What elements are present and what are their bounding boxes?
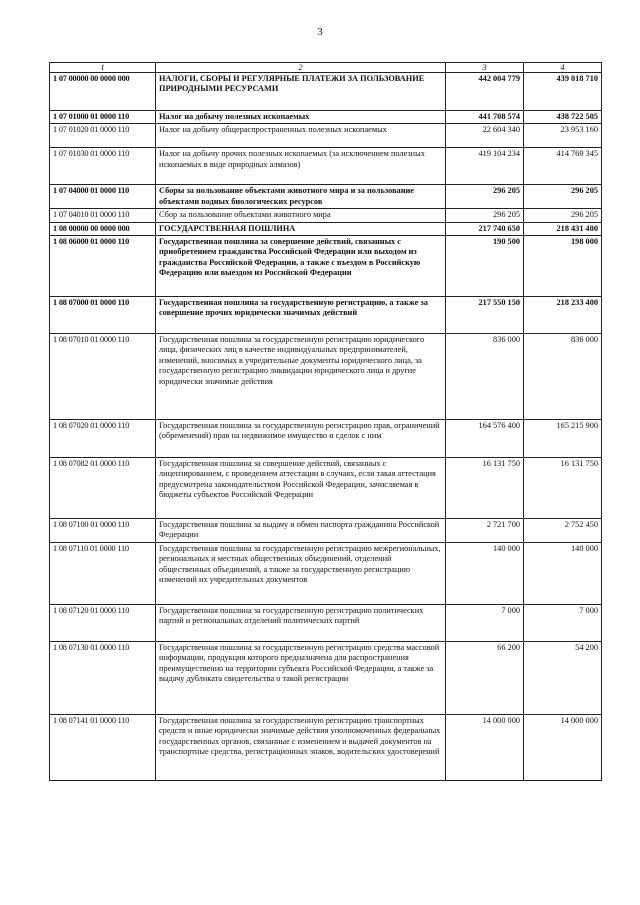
row-value-year-2: 198 000: [524, 236, 602, 297]
column-header-name: 2: [156, 63, 446, 73]
row-name: Государственная пошлина за государственную регистрацию прав, ограничений (обременений) прав на недвижимое имущество и сделок с ним: [156, 420, 446, 458]
row-code: 1 07 04000 01 0000 110: [50, 185, 156, 209]
table-row: [50, 297, 602, 334]
row-name: Сборы за пользование объектами животного мира и за пользование объектами водных биологических ресурсов: [156, 185, 446, 209]
row-code: 1 08 07141 01 0000 110: [50, 715, 156, 781]
row-value-year-1: 164 576 400: [446, 420, 524, 458]
row-value-year-2: 165 215 900: [524, 420, 602, 458]
row-value-year-2: 218 233 400: [524, 297, 602, 334]
row-value-year-1: 836 000: [446, 334, 524, 420]
row-name: Государственная пошлина за выдачу и обмен паспорта гражданина Российской Федерации: [156, 519, 446, 543]
table-row: [50, 605, 602, 642]
table-row: [50, 715, 602, 781]
row-name: ГОСУДАРСТВЕННАЯ ПОШЛИНА: [156, 222, 446, 235]
row-value-year-1: 66 200: [446, 642, 524, 715]
row-name: Налог на добычу общераспространенных полезных ископаемых: [156, 124, 446, 148]
row-code: 1 08 07082 01 0000 110: [50, 458, 156, 519]
row-code: 1 07 01020 01 0000 110: [50, 124, 156, 148]
row-value-year-2: 296 205: [524, 209, 602, 222]
row-value-year-1: 217 550 150: [446, 297, 524, 334]
row-name: Налог на добычу полезных ископаемых: [156, 111, 446, 124]
row-value-year-1: 442 004 779: [446, 73, 524, 111]
row-code: 1 07 01000 01 0000 110: [50, 111, 156, 124]
row-code: 1 07 01030 01 0000 110: [50, 148, 156, 185]
row-value-year-2: 296 205: [524, 185, 602, 209]
row-name: Государственная пошлина за государственную регистрацию, а также за совершение прочих юридически значимых действий: [156, 297, 446, 334]
row-code: 1 08 06000 01 0000 110: [50, 236, 156, 297]
row-code: 1 08 00000 00 0000 000: [50, 222, 156, 235]
table-row: [50, 148, 602, 185]
row-name: Государственная пошлина за государственную регистрацию транспортных средств и иные юридически значимые действия уполномоченных федеральных государственных органов, связанные с изменением и выдачей документов на транспортные средства, регистрационных знаков, водительских удостоверений: [156, 715, 446, 781]
row-name: Государственная пошлина за государственную регистрацию средства массовой информации, продукция которого предназначена для распространения преимущественно на территории субъекта Российской Федерации, а также за выдачу дубликата свидетельства о такой регистрации: [156, 642, 446, 715]
column-header-year-1: 3: [446, 63, 524, 73]
row-value-year-1: 2 721 700: [446, 519, 524, 543]
column-header-year-2: 4: [524, 63, 602, 73]
row-code: 1 07 04010 01 0000 110: [50, 209, 156, 222]
table-row: [50, 185, 602, 209]
row-value-year-1: 14 000 000: [446, 715, 524, 781]
row-name: Государственная пошлина за государственную регистрацию межрегиональных, региональных и местных общественных объединений, отделений общественных объединений, а также за государственную регистрацию изменений их учредительных документов: [156, 543, 446, 605]
row-value-year-1: 296 205: [446, 209, 524, 222]
row-code: 1 08 07020 01 0000 110: [50, 420, 156, 458]
row-value-year-2: 218 431 400: [524, 222, 602, 235]
table-row: [50, 236, 602, 297]
column-header-code: 1: [50, 63, 156, 73]
table-row: [50, 334, 602, 420]
table-row: [50, 519, 602, 543]
row-name: НАЛОГИ, СБОРЫ И РЕГУЛЯРНЫЕ ПЛАТЕЖИ ЗА ПОЛЬЗОВАНИЕ ПРИРОДНЫМИ РЕСУРСАМИ: [156, 73, 446, 111]
table-body: [50, 73, 602, 781]
table-row: [50, 73, 602, 111]
table-row: [50, 209, 602, 222]
row-code: 1 08 07130 01 0000 110: [50, 642, 156, 715]
table-row: [50, 458, 602, 519]
row-value-year-2: 414 769 345: [524, 148, 602, 185]
row-value-year-2: 2 752 450: [524, 519, 602, 543]
budget-table: [49, 62, 602, 781]
row-code: 1 08 07100 01 0000 110: [50, 519, 156, 543]
row-name: Государственная пошлина за государственную регистрацию юридического лица, физических лиц в качестве индивидуальных предпринимателей, изменений, вносимых в учредительные документы юридического лица, за государственную регистрацию ликвидации юридического лица и другие юридически значимые действия: [156, 334, 446, 420]
row-name: Государственная пошлина за государственную регистрацию политических партий и региональных отделений политических партий: [156, 605, 446, 642]
row-code: 1 08 07010 01 0000 110: [50, 334, 156, 420]
row-code: 1 07 00000 00 0000 000: [50, 73, 156, 111]
row-value-year-2: 140 000: [524, 543, 602, 605]
row-value-year-2: 836 000: [524, 334, 602, 420]
page-number: 3: [317, 26, 323, 38]
row-value-year-1: 296 205: [446, 185, 524, 209]
row-name: Государственная пошлина за совершение действий, связанных с лицензированием, с проведением аттестации в случаях, если такая аттестация предусмотрена законодательством Российской Федерации, зачисляемая в бюджеты субъектов Российской Федерации: [156, 458, 446, 519]
row-value-year-1: 22 604 340: [446, 124, 524, 148]
row-value-year-2: 54 200: [524, 642, 602, 715]
row-code: 1 08 07000 01 0000 110: [50, 297, 156, 334]
table-row: [50, 124, 602, 148]
row-name: Налог на добычу прочих полезных ископаемых (за исключением полезных ископаемых в виде природных алмазов): [156, 148, 446, 185]
row-value-year-1: 217 740 650: [446, 222, 524, 235]
row-value-year-1: 441 708 574: [446, 111, 524, 124]
row-code: 1 08 07120 01 0000 110: [50, 605, 156, 642]
table-row: [50, 111, 602, 124]
row-value-year-2: 438 722 505: [524, 111, 602, 124]
row-value-year-1: 16 131 750: [446, 458, 524, 519]
row-value-year-2: 23 953 160: [524, 124, 602, 148]
table-row: [50, 420, 602, 458]
row-code: 1 08 07110 01 0000 110: [50, 543, 156, 605]
table-header-row: [50, 63, 602, 73]
row-value-year-2: 16 131 750: [524, 458, 602, 519]
table-row: [50, 642, 602, 715]
row-value-year-2: 14 000 000: [524, 715, 602, 781]
row-name: Государственная пошлина за совершение действий, связанных с приобретением гражданства Российской Федерации или выходом из гражданства Российской Федерации, а также с въездом в Российскую Федерацию или выездом из Российской Федерации: [156, 236, 446, 297]
table-row: [50, 222, 602, 235]
row-value-year-2: 7 000: [524, 605, 602, 642]
row-value-year-2: 439 018 710: [524, 73, 602, 111]
row-value-year-1: 7 000: [446, 605, 524, 642]
row-value-year-1: 140 000: [446, 543, 524, 605]
row-value-year-1: 190 500: [446, 236, 524, 297]
row-value-year-1: 419 104 234: [446, 148, 524, 185]
table-row: [50, 543, 602, 605]
row-name: Сбор за пользование объектами животного мира: [156, 209, 446, 222]
